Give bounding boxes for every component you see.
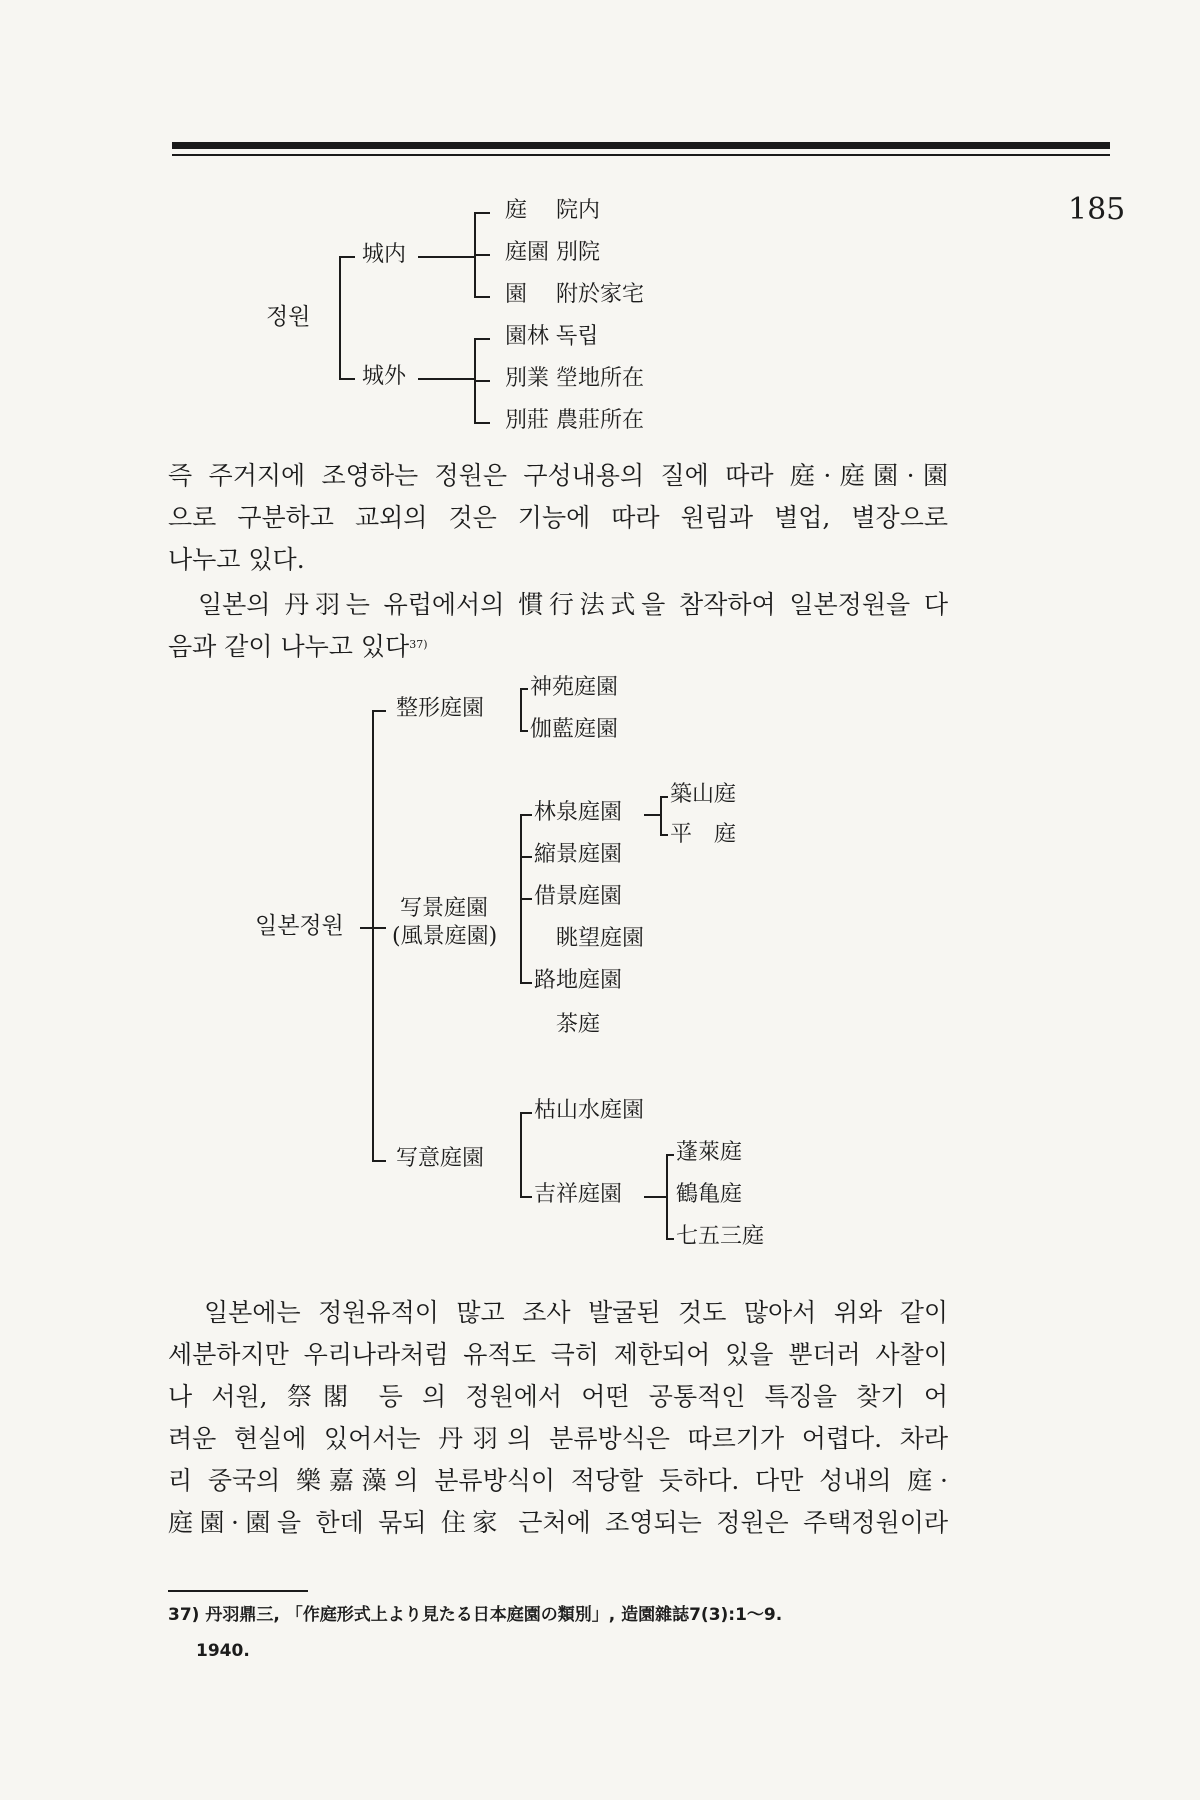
footnote-reference: 37) (409, 638, 428, 651)
diagram1-outer-item: 別莊 農莊所在 (505, 408, 644, 433)
diagram1-root: 정원 (266, 304, 311, 330)
diagram2-cat3-item: 吉祥庭園 (534, 1182, 623, 1207)
footnote-rule (168, 1590, 308, 1592)
diagram2-linsen-tick-1 (660, 796, 668, 798)
diagram2-cat1-bracket-top (520, 688, 528, 690)
paragraph-line: 일본의 丹羽는 유럽에서의 慣行法式을 참작하여 일본정원을 다 (198, 590, 948, 619)
paragraph-line: 려운 현실에 있어서는 丹羽의 분류방식은 따르기가 어렵다. 차라 (168, 1424, 948, 1453)
diagram2-cat2-tick-3 (520, 898, 532, 900)
footnote-line: 1940. (196, 1641, 250, 1661)
diagram1-inner-item: 園 附於家宅 (505, 282, 644, 307)
diagram1-outer-tick-2 (474, 380, 490, 382)
diagram2-cat2-tick-1 (520, 814, 532, 816)
diagram2-cat2-item: 縮景庭園 (534, 842, 623, 867)
diagram2-cat2-tick-5 (520, 982, 532, 984)
diagram2-kissho-sub-item: 蓬萊庭 (676, 1140, 743, 1165)
diagram2-cat3-tick-2 (520, 1196, 532, 1198)
footnote-line: 37) 丹羽鼎三, 「作庭形式上より見たる日本庭園の類別」, 造園雜誌7(3):1～9. (168, 1605, 783, 1625)
diagram2-cat3-bracket (520, 1112, 522, 1198)
paragraph-3 (168, 1292, 948, 1544)
diagram2-category-2: 写景庭園 (400, 896, 489, 921)
paragraph-1 (168, 455, 948, 581)
paragraph-line: 즉 주거지에 조영하는 정원은 구성내용의 질에 따라 庭·庭園·園 (168, 461, 948, 490)
diagram2-cat1-bracket-bottom (520, 730, 528, 732)
paragraph-line: 음과 같이 나누고 있다$^{37)}$ (168, 632, 428, 661)
diagram2-cat2-tick-2 (520, 856, 532, 858)
diagram1-inner-tick-3 (474, 296, 490, 298)
diagram1-branch-inner: 城内 (362, 242, 407, 267)
diagram1-inner-connector (418, 256, 474, 258)
diagram2-linsen-sub-item: 築山庭 (670, 782, 737, 807)
diagram2-cat1-item: 伽藍庭園 (530, 717, 619, 742)
diagram2-linsen-sub-item: 平 庭 (670, 822, 737, 847)
diagram1-outer-stub (339, 378, 355, 380)
diagram1-outer-tick-1 (474, 338, 490, 340)
diagram1-inner-tick-1 (474, 212, 490, 214)
paragraph-line: 庭園·園을 한데 묶되 住家 근처에 조영되는 정원은 주택정원이라 (168, 1508, 948, 1537)
paragraph-line: 으로 구분하고 교외의 것은 기능에 따라 원림과 별업, 별장으로 (168, 503, 948, 532)
paragraph-line: 나 서원, 祭閣 등 의 정원에서 어떤 공통적인 특징을 찾기 어 (168, 1382, 948, 1411)
diagram2-kissho-sub-item: 七五三庭 (676, 1224, 765, 1249)
diagram1-outer-connector (418, 378, 474, 380)
header-rule-thick (172, 142, 1110, 149)
diagram2-root: 일본정원 (255, 913, 344, 939)
diagram1-inner-item: 庭園 別院 (505, 240, 600, 265)
diagram2-kissho-sub-item: 鶴亀庭 (676, 1182, 743, 1207)
diagram1-inner-item: 庭 院内 (505, 198, 600, 223)
diagram2-linsen-tick-2 (660, 834, 668, 836)
diagram1-branch-outer: 城外 (362, 364, 407, 389)
diagram2-cat1-bracket (520, 688, 522, 732)
diagram2-category-3: 写意庭園 (396, 1146, 485, 1171)
paragraph-2 (168, 584, 948, 668)
diagram2-cat1-tick (372, 710, 386, 712)
diagram2-kissho-connector (644, 1196, 666, 1198)
diagram2-linsen-connector (644, 814, 660, 816)
paragraph-line: 세분하지만 우리나라처럼 유적도 극히 제한되어 있을 뿐더러 사찰이 (168, 1340, 948, 1369)
paragraph-line: 나누고 있다. (168, 545, 305, 574)
diagram2-category-2-alt: (風景庭園) (392, 924, 498, 949)
diagram2-category-1: 整形庭園 (396, 696, 485, 721)
diagram2-cat2-item: 林泉庭園 (534, 800, 623, 825)
page-number: 185 (1068, 192, 1126, 227)
diagram1-root-bracket (339, 256, 341, 380)
diagram2-cat2-item: 眺望庭園 (556, 926, 645, 951)
diagram2-cat3-tick-1 (520, 1112, 532, 1114)
header-rule-thin (172, 154, 1110, 156)
diagram2-cat2-tick (372, 927, 386, 929)
diagram1-outer-tick-3 (474, 422, 490, 424)
diagram2-cat2-item: 借景庭園 (534, 884, 623, 909)
diagram1-outer-item: 別業 塋地所在 (505, 366, 644, 391)
diagram2-linsen-bracket (660, 796, 662, 836)
diagram2-kissho-tick-1 (666, 1154, 674, 1156)
diagram2-main-spine (372, 710, 374, 1160)
diagram1-inner-tick-2 (474, 254, 490, 256)
diagram2-kissho-tick-3 (666, 1238, 674, 1240)
diagram1-outer-item: 園林 독립 (505, 324, 599, 349)
diagram2-cat2-item: 茶庭 (556, 1012, 601, 1037)
diagram2-cat3-tick (372, 1160, 386, 1162)
diagram2-cat1-item: 神苑庭園 (530, 675, 619, 700)
diagram2-kissho-bracket (666, 1154, 668, 1240)
diagram1-inner-stub (339, 256, 355, 258)
diagram2-cat3-item: 枯山水庭園 (534, 1098, 645, 1123)
diagram2-cat2-item: 路地庭園 (534, 968, 623, 993)
paragraph-line: 리 중국의 樂嘉藻의 분류방식이 적당할 듯하다. 다만 성내의 庭· (168, 1466, 948, 1495)
paragraph-line: 일본에는 정원유적이 많고 조사 발굴된 것도 많아서 위와 같이 (204, 1298, 948, 1327)
